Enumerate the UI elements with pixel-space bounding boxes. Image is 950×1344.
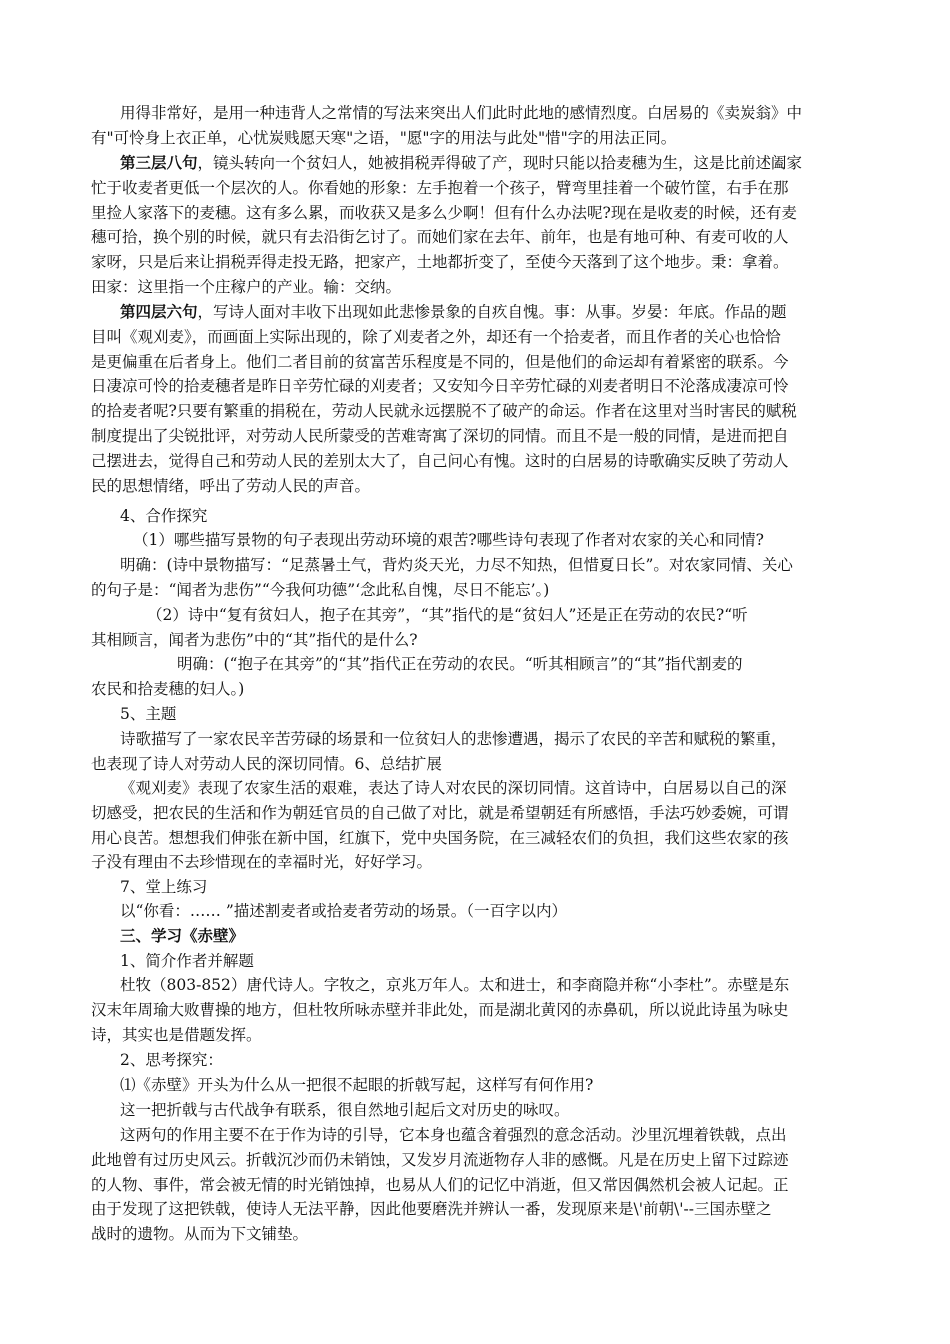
paragraph-2-line-1 (91, 327, 781, 347)
paragraph-text: 由于发现了这把铁戟，使诗人无法平静，因此他要磨洗并辨认一番，发现原来是\'前朝\'--三国赤壁之 (91, 1200, 772, 1219)
paragraph-2-line-7 (91, 476, 370, 496)
paragraph-text: 日凄凉可怜的拾麦穗者是昨日辛劳忙碌的刈麦者；又安知今日辛劳忙碌的刈麦者明日不沦落成凄凉可怜 (91, 377, 789, 396)
paragraph-text: ⑴《赤壁》开头为什么从一把很不起眼的折戟写起，这样写有何作用? (120, 1076, 594, 1094)
paragraph-13-lead: 三、学习《赤壁》 (120, 926, 245, 945)
paragraph-2-line-5 (91, 426, 789, 446)
paragraph-1-lead: 第三层八句 (120, 153, 198, 172)
paragraph-text: 目叫《观刈麦》，而画面上实际出现的，除了刈麦者之外，却还有一个拾麦者，而且作者的关心也恰恰 (91, 327, 781, 346)
paragraph-text: （1）哪些描写景物的句子表现出劳动环境的艰苦?哪些诗句表现了作者对农家的关心和同情? (133, 531, 764, 549)
paragraph-text: 己摆进去，觉得自己和劳动人民的差别太大了，自己问心有愧。这时的白居易的诗歌确实反映了劳动人 (91, 451, 789, 470)
paragraph-6-line-0 (147, 605, 748, 625)
paragraph-text: 制度提出了尖锐批评，对劳动人民所蒙受的苦难寄寓了深切的同情。而且不是一般的同情，是进而把自 (91, 427, 789, 445)
paragraph-19-line-1 (91, 1150, 789, 1170)
paragraph-5-line-1 (91, 580, 549, 600)
paragraph-text: 也表现了诗人对劳动人民的深切同情。6、总结扩展 (91, 754, 442, 773)
paragraph-text: 5、主题 (120, 705, 177, 723)
paragraph-text: 此地曾有过历史风云。折戟沉沙而仍未销蚀，又发岁月流逝物存人非的感慨。凡是在历史上留下过踪迹 (91, 1150, 789, 1169)
paragraph-7-line-0 (177, 654, 742, 674)
paragraph-text: 明确：(诗中景物描写：“足蒸暑土气，背灼炎天光，力尽不知热，但惜夏日长”。对农家同情、关心 (120, 556, 793, 574)
paragraph-1-line-1 (91, 178, 789, 198)
paragraph-2-line-2 (91, 352, 789, 372)
paragraph-text: 忙于收麦者更低一个层次的人。你看她的形象：左手抱着一个孩子，臂弯里挂着一个破竹筐，右手在那 (91, 178, 789, 197)
paragraph-14-line-0 (120, 951, 254, 971)
paragraph-9-line-1 (91, 754, 442, 774)
paragraph-10-line-1 (91, 803, 789, 823)
paragraph-text: 明确：(“抱子在其旁”的“其”指代正在劳动的农民。“听其相顾言”的“其”指代割麦的 (177, 655, 743, 673)
paragraph-10-line-3 (91, 852, 432, 872)
paragraph-9-line-0 (120, 729, 787, 749)
paragraph-text: 有"可怜身上衣正单，心忧炭贱愿天寒"之语，"愿"字的用法与此处"惜"字的用法正同。 (91, 128, 677, 147)
paragraph-1-line-2 (91, 203, 797, 223)
paragraph-19-line-0 (120, 1125, 787, 1145)
paragraph-0-line-1 (91, 128, 676, 148)
paragraph-text: 这两句的作用主要不在于作为诗的引导，它本身也蕴含着强烈的意念活动。沙里沉埋着铁戟，点出 (120, 1126, 787, 1144)
paragraph-text: 4、合作探究 (120, 507, 208, 525)
paragraph-text: 2、思考探究： (120, 1051, 223, 1069)
paragraph-19-line-3 (91, 1199, 771, 1219)
paragraph-text: 的句子是：“闻者为悲伤”“今我何功德”‘念此私自愧，尽日不能忘’。) (91, 580, 550, 599)
paragraph-11-line-0 (120, 877, 207, 897)
paragraph-text: 诗，其实也是借题发挥。 (91, 1025, 262, 1044)
paragraph-13-line-0 (120, 926, 244, 946)
paragraph-text: 的拾麦者呢?只要有繁重的捐税在，劳动人民就永远摆脱不了破产的命运。作者在这里对当时害民的赋税 (91, 402, 797, 421)
paragraph-text: 7、堂上练习 (120, 878, 208, 896)
paragraph-text: 民的思想情绪，呼出了劳动人民的声音。 (91, 476, 371, 495)
paragraph-text: 以“你看：…… ”描述割麦者或拾麦者劳动的场景。（一百字以内） (120, 902, 568, 920)
paragraph-7-line-1 (91, 679, 244, 699)
paragraph-2-line-3 (91, 376, 789, 396)
paragraph-2-line-6 (91, 451, 789, 471)
paragraph-17-line-0 (120, 1075, 593, 1095)
paragraph-text: ，写诗人面对丰收下出现如此悲惨景象的自疚自愧。事：从事。岁晏：年底。作品的题 (197, 303, 787, 321)
paragraph-text: 家呀，只是后来让捐税弄得走投无路，把家产，土地都折变了，至使今天落到了这个地步。秉：拿着。 (91, 253, 789, 272)
paragraph-19-line-4 (91, 1224, 308, 1244)
paragraph-1-line-0 (120, 153, 802, 173)
paragraph-2-line-0 (120, 302, 787, 322)
paragraph-6-line-1 (91, 630, 418, 650)
paragraph-text: 切感受，把农民的生活和作为朝廷官员的自己做了对比，就是希望朝廷有所感悟，手法巧妙委婉，可谓 (91, 803, 789, 822)
paragraph-15-line-1 (91, 1000, 789, 1020)
paragraph-5-line-0 (120, 555, 793, 575)
paragraph-4-line-0 (133, 530, 764, 550)
paragraph-text: 用心良苦。想想我们伸张在新中国，红旗下，党中央国务院，在三减轻农们的负担，我们这些农家的孩 (91, 828, 789, 847)
paragraph-text: 汉末年周瑜大败曹操的地方，但杜牧所咏赤壁并非此处，而是湖北黄冈的赤鼻矶，所以说此诗虽为咏史 (91, 1000, 789, 1019)
paragraph-text: 子没有理由不去珍惜现在的幸福时光，好好学习。 (91, 853, 433, 872)
paragraph-15-line-0 (120, 975, 789, 995)
paragraph-text: 杜牧（803-852）唐代诗人。字牧之，京兆万年人。太和进士，和李商隐并称“小李杜”。赤壁是东 (120, 976, 790, 994)
paragraph-12-line-0 (120, 901, 567, 921)
paragraph-1-line-3 (91, 227, 789, 247)
paragraph-2-lead: 第四层六句 (120, 302, 198, 321)
paragraph-text: 其相顾言，闻者为悲伤”中的“其”指代的是什么? (91, 630, 418, 649)
paragraph-text: ，镜头转向一个贫妇人，她被捐税弄得破了产，现时只能以拾麦穗为生，这是比前述阖家 (197, 154, 803, 172)
paragraph-text: 田家：这里指一个庄稼户的产业。输：交纳。 (91, 278, 402, 296)
paragraph-15-line-2 (91, 1025, 262, 1045)
paragraph-3-line-0 (120, 506, 207, 526)
paragraph-18-line-0 (120, 1100, 570, 1120)
paragraph-text: 农民和拾麦穗的妇人。) (91, 679, 245, 698)
paragraph-text: （2）诗中“复有贫妇人，抱子在其旁”，“其”指代的是“贫妇人”还是正在劳动的农民?“听 (147, 606, 748, 624)
paragraph-0-line-0 (120, 103, 802, 123)
paragraph-16-line-0 (120, 1050, 223, 1070)
paragraph-text: 里捡人家落下的麦穗。这有多么累，而收获又是多么少啊！但有什么办法呢?现在是收麦的时候，还有麦 (91, 203, 797, 222)
paragraph-text: 是更偏重在后者身上。他们二者目前的贫富苦乐程度是不同的，但是他们的命运却有着紧密的联系。今 (91, 352, 789, 371)
paragraph-text: 的人物、事件，常会被无情的时光销蚀掉，也易从人们的记忆中消逝，但又常因偶然机会被人记起。正 (91, 1175, 789, 1194)
paragraph-2-line-4 (91, 401, 797, 421)
paragraph-8-line-0 (120, 704, 176, 724)
paragraph-19-line-2 (91, 1175, 789, 1195)
paragraph-1-line-5 (91, 277, 401, 297)
paragraph-text: 战时的遗物。从而为下文铺垫。 (91, 1225, 309, 1244)
paragraph-1-line-4 (91, 252, 789, 272)
paragraph-text: 用得非常好，是用一种违背人之常情的写法来突出人们此时此地的感情烈度。白居易的《卖炭翁》中 (120, 104, 803, 122)
paragraph-text: 这一把折戟与古代战争有联系，很自然地引起后文对历史的咏叹。 (120, 1101, 570, 1119)
paragraph-text: 诗歌描写了一家农民辛苦劳碌的场景和一位贫妇人的悲惨遭遇，揭示了农民的辛苦和赋税的繁重， (120, 730, 787, 748)
paragraph-text: 1、简介作者并解题 (120, 952, 254, 970)
paragraph-10-line-0 (120, 778, 787, 798)
paragraph-text: 穗可拾，换个别的时候，就只有去沿街乞讨了。而她们家在去年、前年，也是有地可种、有麦可收的人 (91, 228, 789, 247)
paragraph-10-line-2 (91, 828, 789, 848)
paragraph-text: 《观刈麦》表现了农家生活的艰难，表达了诗人对农民的深切同情。这首诗中，白居易以自己的深 (120, 779, 787, 797)
